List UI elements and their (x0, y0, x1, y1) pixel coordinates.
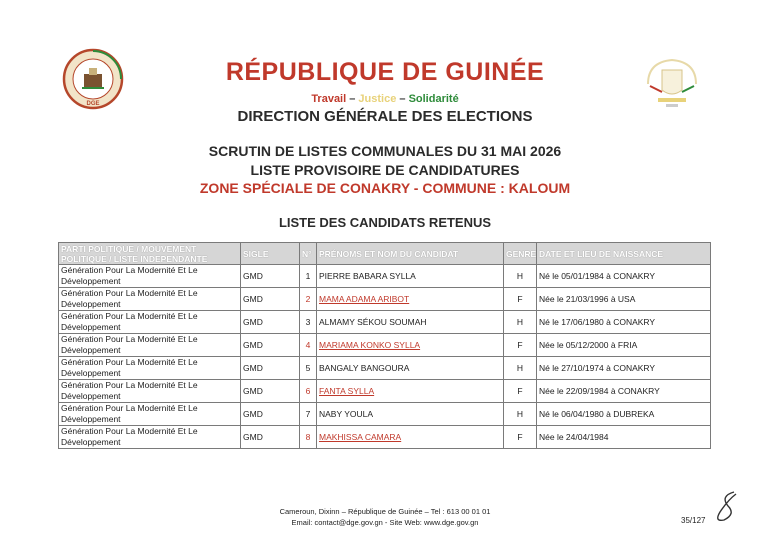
cell-candidate-name: ALMAMY SÉKOU SOUMAH (317, 311, 504, 334)
cell-birth: Né le 06/04/1980 à DUBREKA (537, 403, 711, 426)
table-row (59, 403, 711, 426)
cell-birth: Né le 05/01/1984 à CONAKRY (537, 265, 711, 288)
cell-number: 5 (300, 357, 317, 380)
cell-birth: Né le 27/10/1974 à CONAKRY (537, 357, 711, 380)
cell-birth: Née le 22/09/1984 à CONAKRY (537, 380, 711, 403)
cell-number: 7 (300, 403, 317, 426)
cell-party: Génération Pour La Modernité Et Le Développement (59, 265, 241, 288)
header-number: N° (300, 243, 317, 265)
cell-genre: F (504, 334, 537, 357)
cell-genre: H (504, 357, 537, 380)
motto-word-travail: Travail (311, 93, 347, 105)
cell-genre: H (504, 403, 537, 426)
cell-genre: H (504, 265, 537, 288)
cell-party: Génération Pour La Modernité Et Le Développement (59, 311, 241, 334)
table-row (59, 265, 711, 288)
cell-number: 1 (300, 265, 317, 288)
table-row (59, 380, 711, 403)
cell-candidate-name: PIERRE BABARA SYLLA (317, 265, 504, 288)
cell-candidate-name: MAKHISSA CAMARA (317, 426, 504, 449)
cell-candidate-name: NABY YOULA (317, 403, 504, 426)
header-party: PARTI POLITIQUE / MOUVEMENT POLITIQUE / LISTE INDEPENDANTE (59, 243, 241, 265)
cell-genre: H (504, 311, 537, 334)
cell-sigle: GMD (241, 357, 300, 380)
cell-sigle: GMD (241, 426, 300, 449)
svg-text:DGE: DGE (86, 101, 100, 107)
cell-candidate-name: MAMA ADAMA ARIBOT (317, 288, 504, 311)
header-birth: DATE ET LIEU DE NAISSANCE (537, 243, 711, 265)
national-motto: Travail – Justice – Solidarité (311, 93, 459, 105)
table-header-row (59, 243, 711, 265)
footer-contact: Email: contact@dge.gov.gn - Site Web: www.dge.gov.gn (291, 518, 479, 527)
cell-party: Génération Pour La Modernité Et Le Développement (59, 380, 241, 403)
cell-sigle: GMD (241, 334, 300, 357)
cell-party: Génération Pour La Modernité Et Le Développement (59, 288, 241, 311)
zone-title: ZONE SPÉCIALE DE CONAKRY - COMMUNE : KALOUM (199, 180, 571, 196)
candidats-retenus-title: LISTE DES CANDIDATS RETENUS (278, 215, 492, 230)
cell-party: Génération Pour La Modernité Et Le Développement (59, 357, 241, 380)
cell-sigle: GMD (241, 403, 300, 426)
cell-number: 8 (300, 426, 317, 449)
page-number: 35/127 (681, 516, 706, 525)
cell-candidate-name: BANGALY BANGOURA (317, 357, 504, 380)
cell-party: Génération Pour La Modernité Et Le Développement (59, 334, 241, 357)
motto-word-justice: Justice (358, 93, 397, 105)
cell-birth: Née le 05/12/2000 à FRIA (537, 334, 711, 357)
cell-sigle: GMD (241, 311, 300, 334)
cell-birth: Né le 17/06/1980 à CONAKRY (537, 311, 711, 334)
country-title: RÉPUBLIQUE DE GUINÉE (225, 58, 545, 86)
table-row (59, 311, 711, 334)
header-genre: GENRE (504, 243, 537, 265)
table-row (59, 357, 711, 380)
cell-party: Génération Pour La Modernité Et Le Développement (59, 403, 241, 426)
table-row (59, 288, 711, 311)
cell-candidate-name: MARIAMA KONKO SYLLA (317, 334, 504, 357)
cell-sigle: GMD (241, 265, 300, 288)
cell-genre: F (504, 426, 537, 449)
cell-number: 2 (300, 288, 317, 311)
cell-party: Génération Pour La Modernité Et Le Développement (59, 426, 241, 449)
footer-address: Cameroun, Dixinn – République de Guinée – Tel : 613 00 01 01 (279, 507, 491, 516)
scrutin-title: SCRUTIN DE LISTES COMMUNALES DU 31 MAI 2026 (208, 143, 562, 159)
cell-sigle: GMD (241, 288, 300, 311)
cell-number: 3 (300, 311, 317, 334)
table-row (59, 426, 711, 449)
cell-sigle: GMD (241, 380, 300, 403)
cell-number: 6 (300, 380, 317, 403)
direction-title: DIRECTION GÉNÉRALE DES ELECTIONS (237, 108, 533, 125)
cell-birth: Née le 24/04/1984 (537, 426, 711, 449)
motto-word-solidarite: Solidarité (408, 93, 459, 105)
header-sigle: SIGLE (241, 243, 300, 265)
cell-number: 4 (300, 334, 317, 357)
liste-provisoire-title: LISTE PROVISOIRE DE CANDIDATURES (250, 162, 520, 178)
cell-candidate-name: FANTA SYLLA (317, 380, 504, 403)
table-row (59, 334, 711, 357)
cell-birth: Née le 21/03/1996 à USA (537, 288, 711, 311)
cell-genre: F (504, 288, 537, 311)
handwritten-page-mark (706, 488, 746, 528)
candidates-table (58, 242, 711, 449)
header-candidate-name: PRÉNOMS ET NOM DU CANDIDAT (317, 243, 504, 265)
cell-genre: F (504, 380, 537, 403)
